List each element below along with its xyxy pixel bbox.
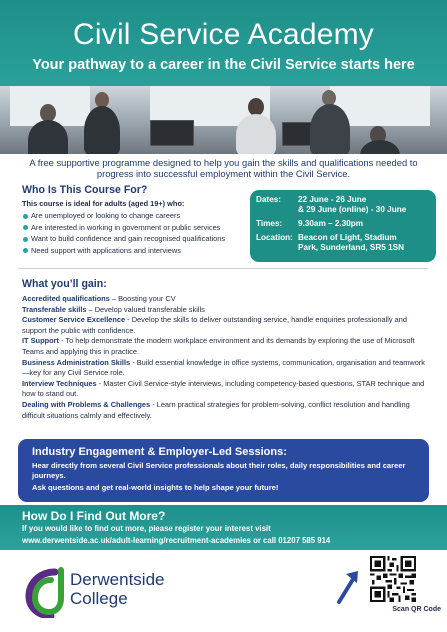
- gain-text: - Learn practical strategies for problem-solving, conflict resolution and handling difficult situations calmly and effectively.: [22, 399, 410, 420]
- list-item: [22, 315, 432, 336]
- college-name-line-2: College: [70, 589, 128, 608]
- list-item: Want to build confidence and gain recognised qualifications: [22, 233, 252, 245]
- course-details-box: [250, 190, 436, 262]
- list-item: [22, 305, 432, 316]
- list-item: Need support with applications and interviews: [22, 245, 252, 257]
- arrow-icon: [333, 566, 363, 606]
- find-out-title: How Do I Find Out More?: [22, 509, 166, 523]
- hero-photo: [0, 86, 447, 154]
- find-out-text: If you would like to find out more, please register your interest visit: [22, 524, 271, 533]
- times-value: 9.30am – 2.30pm: [298, 219, 364, 228]
- gain-text: - Build essential knowledge in office systems, communication, organisation and teamwork—key for any Civil Service role.: [22, 357, 425, 378]
- gain-heading: Business Administration Skills: [22, 357, 131, 367]
- gain-heading: IT Support: [22, 336, 59, 346]
- list-item: Are interested in working in government or public services: [22, 222, 252, 234]
- page-subtitle: Your pathway to a career in the Civil Service starts here: [32, 57, 415, 73]
- list-item: [22, 400, 432, 421]
- dates-label: Dates:: [256, 195, 282, 204]
- gain-heading: Transferable skills: [22, 304, 87, 314]
- dates-value-2: & 29 June (online) - 30 June: [298, 205, 407, 214]
- who-bullet-list: [22, 210, 252, 256]
- list-item: Are unemployed or looking to change careers: [22, 210, 252, 222]
- gain-text: - To help demonstrate the modern workplace environment and its demands by exploring the use of Microsoft Teams and applying this in practice.: [22, 336, 415, 356]
- times-label: Times:: [256, 219, 283, 228]
- college-name: [70, 570, 165, 608]
- find-out-link[interactable]: www.derwentside.ac.uk/adult-learning/recruitment-academies or call 01207 585 914: [22, 535, 331, 545]
- qr-code-icon[interactable]: [370, 556, 416, 602]
- gain-text: – Boosting your CV: [109, 294, 176, 303]
- qr-label: Scan QR Code: [392, 606, 441, 613]
- location-label: Location:: [256, 233, 293, 242]
- location-value-2: Park, Sunderland, SR5 1SN: [298, 243, 405, 252]
- industry-engagement-box: [18, 439, 429, 502]
- gain-text: - Develop the skills to deliver outstanding service, handle enquiries professionally and support the public with confidence.: [22, 315, 407, 335]
- gain-list: [22, 294, 432, 421]
- college-name-line-1: Derwentside: [70, 570, 165, 589]
- gain-heading: Dealing with Problems & Challenges: [22, 399, 151, 409]
- industry-text-2: Ask questions and get real-world insights to help shape your future!: [32, 483, 279, 492]
- gain-text: - Master Civil Service-style interviews, including competency-based questions, STAR technique and how to stand out.: [22, 378, 425, 399]
- gain-text: – Develop valued transferable skills: [86, 304, 205, 314]
- gain-heading: Customer Service Excellence: [22, 315, 126, 325]
- gain-heading: Interview Techniques: [22, 378, 97, 388]
- industry-text-1: Hear directly from several Civil Service professionals about their roles, daily responsibilities and career journeys.: [32, 461, 406, 480]
- list-item: [22, 336, 432, 357]
- page-title: Civil Service Academy: [73, 18, 374, 51]
- gain-title: What you’ll gain:: [22, 278, 107, 290]
- find-out-more-banner: [0, 505, 447, 550]
- list-item: [22, 358, 432, 379]
- who-title: Who Is This Course For?: [22, 184, 148, 196]
- industry-title: Industry Engagement & Employer-Led Sessions:: [32, 446, 287, 458]
- gain-heading: Accredited qualifications: [22, 294, 110, 303]
- header-banner: [0, 0, 447, 96]
- dates-value-1: 22 June - 26 June: [298, 195, 367, 204]
- list-item: [22, 294, 432, 305]
- list-item: [22, 379, 432, 400]
- location-value-1: Beacon of Light, Stadium: [298, 233, 397, 242]
- intro-text: A free supportive programme designed to help you gain the skills and qualifications needed to progress into successful employment within the Civil Service.: [29, 157, 418, 179]
- who-lead: This course is ideal for adults (aged 19+) who:: [22, 199, 185, 208]
- divider: [18, 268, 428, 269]
